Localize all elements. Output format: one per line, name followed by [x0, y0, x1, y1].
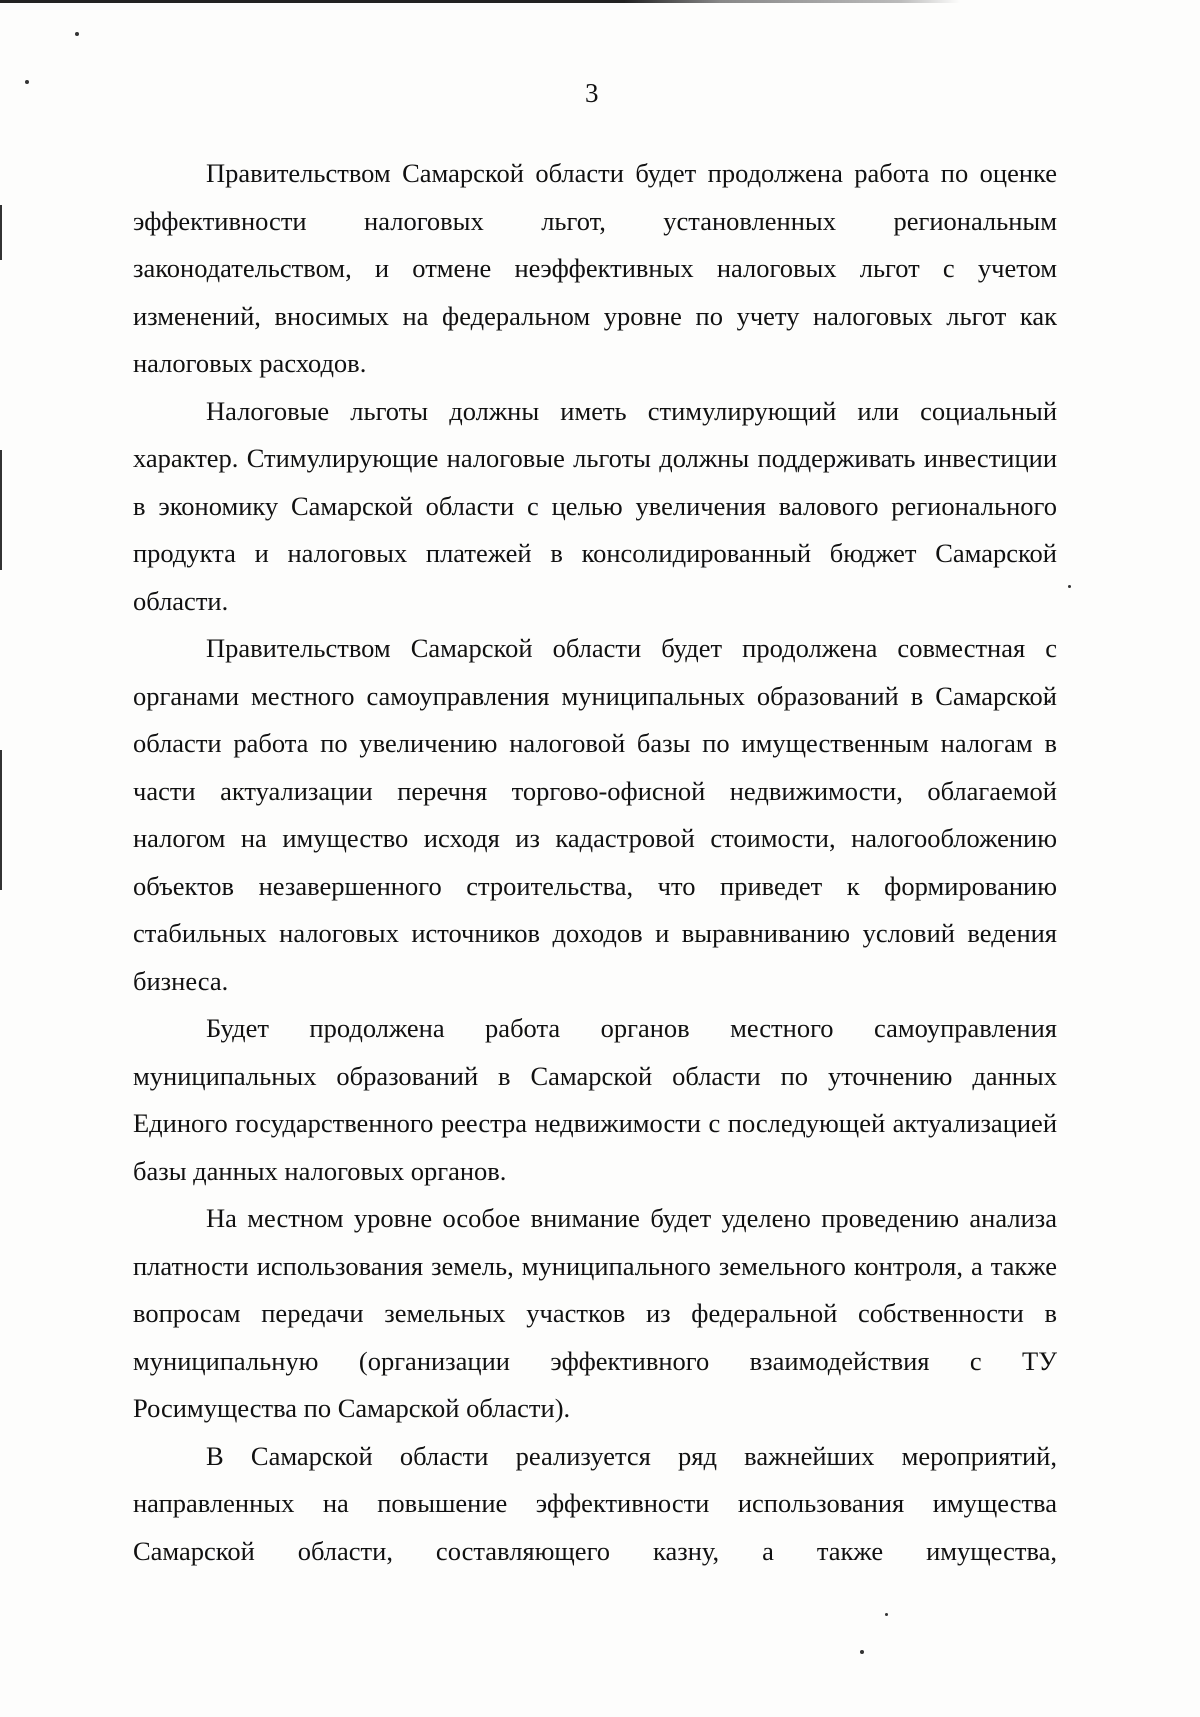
scan-speck — [25, 80, 29, 84]
scan-speck — [860, 1650, 864, 1654]
document-body — [133, 150, 1057, 1575]
paragraph: Правительством Самарской области будет продолжена совместная с органами местного самоуправления муниципальных образований в Самарской области работа по увеличению налоговой базы по имущественным налогам в части актуализации перечня торгово-офисной недвижимости, облагаемой налогом на имущество исходя из кадастровой стоимости, налогообложению объектов незавершенного строительства, что приведет к формированию стабильных налоговых источников доходов и выравниванию условий ведения бизнеса. — [133, 633, 1057, 996]
paragraph: Правительством Самарской области будет продолжена работа по оценке эффективности налоговых льгот, установленных региональным законодательством, и отмене неэффективных налоговых льгот с учетом изменений, вносимых на федеральном уровне по учету налоговых льгот как налоговых расходов. — [133, 158, 1057, 378]
paragraph: В Самарской области реализуется ряд важнейших мероприятий, направленных на повышение эффективности использования имущества Самарской области, составляющего казну, а также имущества, — [133, 1440, 1057, 1566]
scan-speck — [1068, 585, 1071, 588]
scan-top-edge — [0, 0, 1200, 3]
scan-left-edge-mark — [0, 750, 2, 890]
page-number-text: 3 — [585, 78, 599, 108]
paragraph: Будет продолжена работа органов местного самоуправления муниципальных образований в Самарской области по уточнению данных Единого государственного реестра недвижимости с последующей актуализацией базы данных налоговых органов. — [133, 1013, 1057, 1186]
paragraph: На местном уровне особое внимание будет уделено проведению анализа платности использования земель, муниципального земельного контроля, а также вопросам передачи земельных участков из федеральной собственности в муниципальную (организации эффективного взаимодействия с ТУ Росимущества по Самарской области). — [133, 1203, 1057, 1423]
paragraph: Налоговые льготы должны иметь стимулирующий или социальный характер. Стимулирующие налоговые льготы должны поддерживать инвестиции в экономику Самарской области с целью увеличения валового регионального продукта и налоговых платежей в консолидированный бюджет Самарской области. — [133, 395, 1057, 616]
scan-left-edge-mark — [0, 205, 2, 260]
scan-left-edge-mark — [0, 450, 2, 570]
scan-speck — [885, 1613, 888, 1616]
scan-speck — [75, 32, 79, 36]
